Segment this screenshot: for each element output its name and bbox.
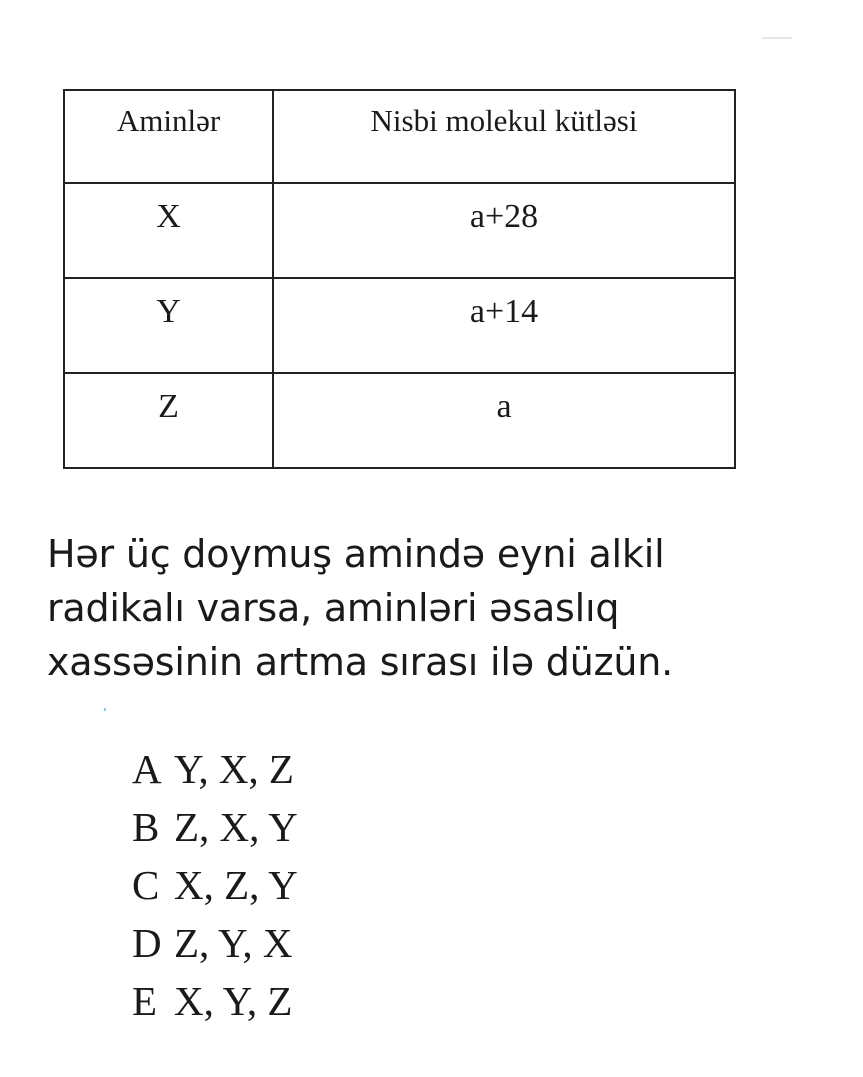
- table-row: [64, 183, 735, 278]
- option-d[interactable]: [132, 914, 298, 972]
- table-row: [64, 278, 735, 373]
- option-text: X, Y, Z: [174, 978, 293, 1024]
- option-b[interactable]: [132, 798, 298, 856]
- amine-name: X: [64, 183, 273, 278]
- amine-mass: a+14: [273, 278, 735, 373]
- option-a[interactable]: [132, 740, 298, 798]
- header-amines: Aminlər: [64, 90, 273, 183]
- question-text: [47, 527, 827, 689]
- amine-mass: a: [273, 373, 735, 468]
- option-c[interactable]: [132, 856, 298, 914]
- option-letter: A: [132, 746, 162, 792]
- table-header-row: [64, 90, 735, 183]
- option-text: Z, Y, X: [174, 920, 293, 966]
- option-letter: D: [132, 920, 162, 966]
- option-text: Y, X, Z: [174, 746, 294, 792]
- option-letter: B: [132, 804, 160, 850]
- option-text: X, Z, Y: [174, 862, 298, 908]
- question-line: Hər üç doymuş amində eyni alkil: [47, 532, 665, 576]
- amines-table: [63, 89, 736, 469]
- table-row: [64, 373, 735, 468]
- decorative-mark: [762, 37, 792, 39]
- option-letter: E: [132, 978, 158, 1024]
- amine-mass: a+28: [273, 183, 735, 278]
- header-molecular-mass: Nisbi molekul kütləsi: [273, 90, 735, 183]
- option-text: Z, X, Y: [174, 804, 298, 850]
- amine-name: Y: [64, 278, 273, 373]
- option-letter: C: [132, 862, 160, 908]
- question-line: radikalı varsa, aminləri əsaslıq: [47, 586, 620, 630]
- question-line: xassəsinin artma sırası ilə düzün.: [47, 640, 673, 684]
- answer-options: [132, 740, 298, 1030]
- amine-name: Z: [64, 373, 273, 468]
- option-e[interactable]: [132, 972, 298, 1030]
- decorative-dot: [104, 708, 106, 711]
